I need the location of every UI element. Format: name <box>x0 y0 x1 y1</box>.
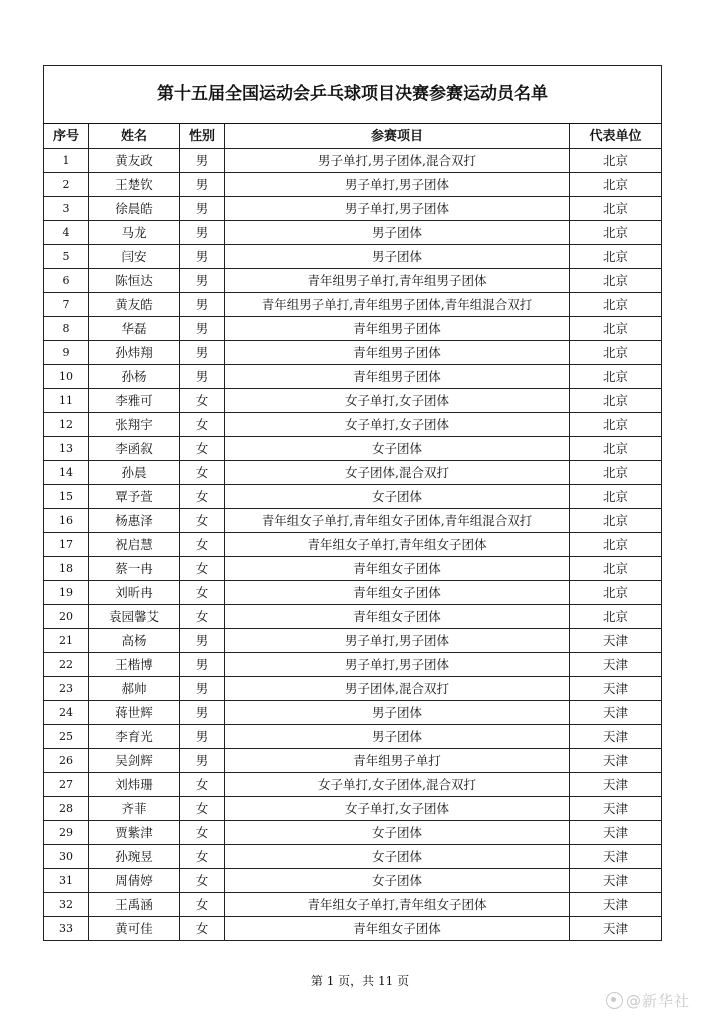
roster-table <box>43 65 662 941</box>
table-row <box>44 893 662 917</box>
table-row <box>44 413 662 437</box>
table-row <box>44 749 662 773</box>
cell-events: 男子团体 <box>225 725 570 749</box>
cell-index: 10 <box>44 365 89 389</box>
cell-gender: 男 <box>180 341 225 365</box>
table-header-row <box>44 124 662 149</box>
cell-name: 马龙 <box>89 221 180 245</box>
cell-unit: 北京 <box>570 269 662 293</box>
cell-name: 刘炜珊 <box>89 773 180 797</box>
cell-unit: 北京 <box>570 221 662 245</box>
cell-index: 11 <box>44 389 89 413</box>
cell-gender: 男 <box>180 677 225 701</box>
cell-events: 男子单打,男子团体 <box>225 629 570 653</box>
cell-events: 青年组男子团体 <box>225 365 570 389</box>
table-row <box>44 437 662 461</box>
cell-events: 青年组男子团体 <box>225 317 570 341</box>
cell-gender: 女 <box>180 533 225 557</box>
cell-unit: 北京 <box>570 197 662 221</box>
cell-events: 青年组女子单打,青年组女子团体 <box>225 893 570 917</box>
roster-sheet <box>43 65 661 941</box>
cell-name: 蔡一冉 <box>89 557 180 581</box>
cell-name: 周倩婷 <box>89 869 180 893</box>
table-row <box>44 629 662 653</box>
cell-unit: 北京 <box>570 293 662 317</box>
cell-index: 13 <box>44 437 89 461</box>
table-row <box>44 245 662 269</box>
cell-unit: 北京 <box>570 485 662 509</box>
cell-index: 12 <box>44 413 89 437</box>
cell-events: 青年组女子团体 <box>225 917 570 941</box>
cell-gender: 女 <box>180 821 225 845</box>
cell-unit: 天津 <box>570 653 662 677</box>
cell-gender: 男 <box>180 317 225 341</box>
table-row <box>44 149 662 173</box>
header-index: 序号 <box>44 124 89 149</box>
cell-index: 24 <box>44 701 89 725</box>
cell-index: 17 <box>44 533 89 557</box>
cell-events: 青年组男子单打,青年组男子团体 <box>225 269 570 293</box>
cell-unit: 北京 <box>570 509 662 533</box>
cell-events: 青年组女子团体 <box>225 581 570 605</box>
cell-name: 蒋世辉 <box>89 701 180 725</box>
cell-index: 5 <box>44 245 89 269</box>
cell-index: 15 <box>44 485 89 509</box>
cell-name: 张翔宇 <box>89 413 180 437</box>
cell-name: 孙炜翔 <box>89 341 180 365</box>
table-row <box>44 365 662 389</box>
cell-index: 16 <box>44 509 89 533</box>
cell-gender: 男 <box>180 629 225 653</box>
header-name: 姓名 <box>89 124 180 149</box>
cell-events: 男子单打,男子团体 <box>225 653 570 677</box>
cell-gender: 男 <box>180 245 225 269</box>
table-row <box>44 389 662 413</box>
cell-index: 7 <box>44 293 89 317</box>
cell-gender: 女 <box>180 893 225 917</box>
cell-name: 袁园馨艾 <box>89 605 180 629</box>
cell-gender: 女 <box>180 437 225 461</box>
watermark <box>606 990 690 1011</box>
cell-index: 18 <box>44 557 89 581</box>
cell-events: 女子单打,女子团体 <box>225 389 570 413</box>
cell-index: 3 <box>44 197 89 221</box>
cell-gender: 女 <box>180 581 225 605</box>
cell-unit: 北京 <box>570 437 662 461</box>
cell-unit: 北京 <box>570 317 662 341</box>
cell-unit: 天津 <box>570 917 662 941</box>
cell-index: 8 <box>44 317 89 341</box>
cell-index: 4 <box>44 221 89 245</box>
cell-unit: 北京 <box>570 341 662 365</box>
cell-name: 高杨 <box>89 629 180 653</box>
cell-name: 齐菲 <box>89 797 180 821</box>
page-footer: 第 1 页，共 11 页 <box>310 974 410 988</box>
cell-events: 青年组男子团体 <box>225 341 570 365</box>
cell-events: 女子单打,女子团体,混合双打 <box>225 773 570 797</box>
cell-name: 黄友政 <box>89 149 180 173</box>
cell-events: 女子团体 <box>225 485 570 509</box>
table-row <box>44 773 662 797</box>
cell-gender: 男 <box>180 197 225 221</box>
cell-events: 女子单打,女子团体 <box>225 413 570 437</box>
cell-name: 杨惠泽 <box>89 509 180 533</box>
table-row <box>44 917 662 941</box>
cell-events: 男子单打,男子团体 <box>225 173 570 197</box>
cell-index: 22 <box>44 653 89 677</box>
table-row <box>44 293 662 317</box>
table-row <box>44 677 662 701</box>
header-gender: 性别 <box>180 124 225 149</box>
cell-unit: 北京 <box>570 557 662 581</box>
cell-gender: 男 <box>180 653 225 677</box>
cell-unit: 北京 <box>570 581 662 605</box>
cell-name: 李育光 <box>89 725 180 749</box>
cell-events: 女子团体 <box>225 821 570 845</box>
cell-index: 27 <box>44 773 89 797</box>
cell-events: 男子单打,男子团体 <box>225 197 570 221</box>
cell-unit: 北京 <box>570 389 662 413</box>
cell-gender: 女 <box>180 389 225 413</box>
cell-name: 李函叙 <box>89 437 180 461</box>
cell-unit: 天津 <box>570 845 662 869</box>
cell-gender: 女 <box>180 797 225 821</box>
cell-unit: 天津 <box>570 629 662 653</box>
table-row <box>44 533 662 557</box>
table-row <box>44 485 662 509</box>
cell-gender: 男 <box>180 221 225 245</box>
table-row <box>44 581 662 605</box>
cell-name: 孙晨 <box>89 461 180 485</box>
cell-name: 孙琬昱 <box>89 845 180 869</box>
cell-gender: 男 <box>180 173 225 197</box>
cell-index: 29 <box>44 821 89 845</box>
cell-gender: 男 <box>180 725 225 749</box>
cell-name: 李雅可 <box>89 389 180 413</box>
table-row <box>44 845 662 869</box>
cell-unit: 天津 <box>570 677 662 701</box>
cell-name: 陈恒达 <box>89 269 180 293</box>
cell-gender: 男 <box>180 293 225 317</box>
cell-name: 覃予萱 <box>89 485 180 509</box>
table-row <box>44 221 662 245</box>
cell-events: 青年组女子单打,青年组女子团体,青年组混合双打 <box>225 509 570 533</box>
table-row <box>44 509 662 533</box>
cell-index: 1 <box>44 149 89 173</box>
cell-index: 30 <box>44 845 89 869</box>
cell-gender: 男 <box>180 749 225 773</box>
cell-events: 男子团体 <box>225 701 570 725</box>
cell-events: 女子团体 <box>225 437 570 461</box>
cell-unit: 北京 <box>570 173 662 197</box>
cell-events: 女子团体,混合双打 <box>225 461 570 485</box>
cell-events: 男子团体,混合双打 <box>225 677 570 701</box>
cell-unit: 北京 <box>570 245 662 269</box>
cell-name: 孙杨 <box>89 365 180 389</box>
cell-gender: 男 <box>180 149 225 173</box>
cell-unit: 北京 <box>570 413 662 437</box>
cell-index: 28 <box>44 797 89 821</box>
table-row <box>44 197 662 221</box>
cell-gender: 女 <box>180 413 225 437</box>
watermark-text: @新华社 <box>625 992 690 1010</box>
cell-name: 王楷博 <box>89 653 180 677</box>
weibo-icon <box>606 992 623 1009</box>
table-body <box>44 149 662 941</box>
cell-unit: 北京 <box>570 605 662 629</box>
cell-events: 女子团体 <box>225 845 570 869</box>
header-unit: 代表单位 <box>570 124 662 149</box>
cell-events: 青年组女子团体 <box>225 557 570 581</box>
cell-gender: 女 <box>180 605 225 629</box>
table-row <box>44 725 662 749</box>
cell-index: 21 <box>44 629 89 653</box>
cell-name: 刘昕冉 <box>89 581 180 605</box>
cell-events: 男子团体 <box>225 221 570 245</box>
cell-index: 33 <box>44 917 89 941</box>
table-row <box>44 341 662 365</box>
cell-events: 男子单打,男子团体,混合双打 <box>225 149 570 173</box>
table-row <box>44 269 662 293</box>
table-row <box>44 797 662 821</box>
cell-name: 吴剑辉 <box>89 749 180 773</box>
cell-unit: 天津 <box>570 773 662 797</box>
cell-name: 王禹涵 <box>89 893 180 917</box>
table-row <box>44 605 662 629</box>
cell-unit: 天津 <box>570 749 662 773</box>
cell-events: 青年组男子单打,青年组男子团体,青年组混合双打 <box>225 293 570 317</box>
cell-unit: 北京 <box>570 365 662 389</box>
cell-name: 祝启慧 <box>89 533 180 557</box>
cell-events: 女子团体 <box>225 869 570 893</box>
header-events: 参赛项目 <box>225 124 570 149</box>
cell-name: 黄友皓 <box>89 293 180 317</box>
cell-index: 19 <box>44 581 89 605</box>
cell-events: 女子单打,女子团体 <box>225 797 570 821</box>
cell-name: 郝帅 <box>89 677 180 701</box>
cell-name: 王楚钦 <box>89 173 180 197</box>
cell-index: 23 <box>44 677 89 701</box>
table-row <box>44 173 662 197</box>
cell-index: 6 <box>44 269 89 293</box>
cell-index: 9 <box>44 341 89 365</box>
cell-gender: 男 <box>180 701 225 725</box>
cell-events: 男子团体 <box>225 245 570 269</box>
cell-gender: 女 <box>180 509 225 533</box>
cell-index: 26 <box>44 749 89 773</box>
cell-index: 25 <box>44 725 89 749</box>
cell-gender: 女 <box>180 869 225 893</box>
table-row <box>44 461 662 485</box>
cell-gender: 男 <box>180 269 225 293</box>
cell-unit: 北京 <box>570 149 662 173</box>
cell-index: 2 <box>44 173 89 197</box>
cell-unit: 北京 <box>570 533 662 557</box>
cell-unit: 天津 <box>570 797 662 821</box>
cell-name: 徐晨皓 <box>89 197 180 221</box>
cell-unit: 天津 <box>570 821 662 845</box>
cell-index: 31 <box>44 869 89 893</box>
document-title: 第十五届全国运动会乒乓球项目决赛参赛运动员名单 <box>44 66 662 124</box>
cell-unit: 天津 <box>570 893 662 917</box>
cell-gender: 男 <box>180 365 225 389</box>
table-row <box>44 821 662 845</box>
cell-unit: 天津 <box>570 725 662 749</box>
table-row <box>44 701 662 725</box>
cell-unit: 天津 <box>570 869 662 893</box>
cell-events: 青年组女子团体 <box>225 605 570 629</box>
cell-index: 32 <box>44 893 89 917</box>
cell-gender: 女 <box>180 461 225 485</box>
cell-name: 贾紫津 <box>89 821 180 845</box>
cell-events: 青年组男子单打 <box>225 749 570 773</box>
cell-name: 黄可佳 <box>89 917 180 941</box>
cell-gender: 女 <box>180 845 225 869</box>
cell-gender: 女 <box>180 773 225 797</box>
cell-gender: 女 <box>180 917 225 941</box>
cell-unit: 天津 <box>570 701 662 725</box>
cell-index: 20 <box>44 605 89 629</box>
table-row <box>44 557 662 581</box>
cell-name: 闫安 <box>89 245 180 269</box>
cell-name: 华磊 <box>89 317 180 341</box>
table-row <box>44 869 662 893</box>
cell-events: 青年组女子单打,青年组女子团体 <box>225 533 570 557</box>
cell-index: 14 <box>44 461 89 485</box>
cell-unit: 北京 <box>570 461 662 485</box>
table-row <box>44 653 662 677</box>
cell-gender: 女 <box>180 485 225 509</box>
table-row <box>44 317 662 341</box>
cell-gender: 女 <box>180 557 225 581</box>
